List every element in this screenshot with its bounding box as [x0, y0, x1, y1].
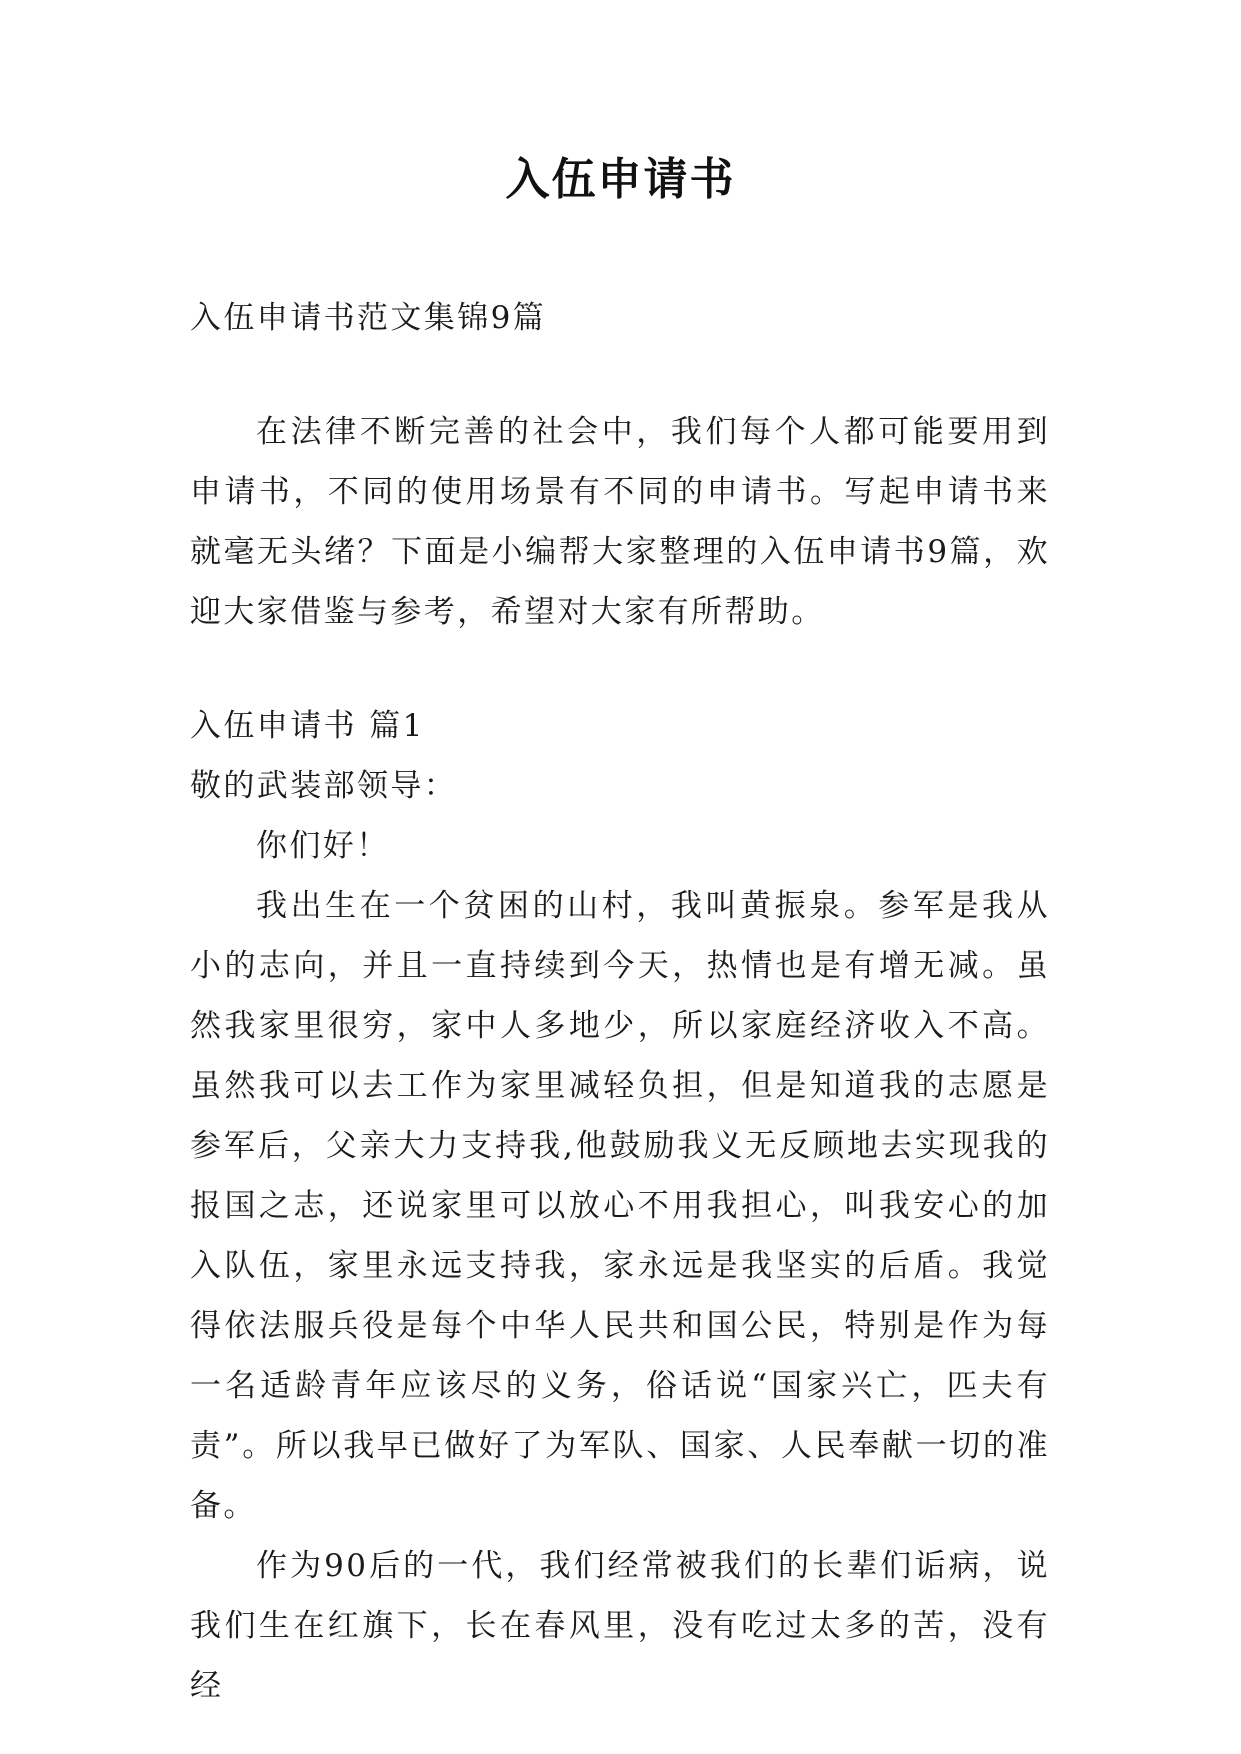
- document-body: [190, 288, 1050, 1716]
- greeting: 你们好！: [256, 828, 390, 864]
- salutation: 敬的武装部领导：: [190, 768, 458, 804]
- document-title: 入伍申请书: [505, 154, 736, 205]
- document-subtitle: 入伍申请书范文集锦9篇: [190, 300, 547, 336]
- body-paragraph-2: 作为90后的一代，我们经常被我们的长辈们诟病，说我们生在红旗下，长在春风里，没有吃过太多的苦，没有经: [190, 1548, 1050, 1704]
- intro-paragraph: 在法律不断完善的社会中，我们每个人都可能要用到申请书，不同的使用场景有不同的申请书。写起申请书来就毫无头绪？下面是小编帮大家整理的入伍申请书9篇，欢迎大家借鉴与参考，希望对大家有所帮助。: [190, 414, 1050, 630]
- section-heading: 入伍申请书 篇1: [190, 708, 425, 744]
- body-paragraph-1: 我出生在一个贫困的山村，我叫黄振泉。参军是我从小的志向，并且一直持续到今天，热情也是有增无减。虽然我家里很穷，家中人多地少，所以家庭经济收入不高。虽然我可以去工作为家里减轻负担，但是知道我的志愿是参军后，父亲大力支持我,他鼓励我义无反顾地去实现我的报国之志，还说家里可以放心不用我担心，叫我安心的加入队伍，家里永远支持我，家永远是我坚实的后盾。我觉得依法服兵役是每个中华人民共和国公民，特别是作为每一名适龄青年应该尽的义务，俗话说“国家兴亡，匹夫有责”。所以我早已做好了为军队、国家、人民奉献一切的准备。: [190, 888, 1050, 1524]
